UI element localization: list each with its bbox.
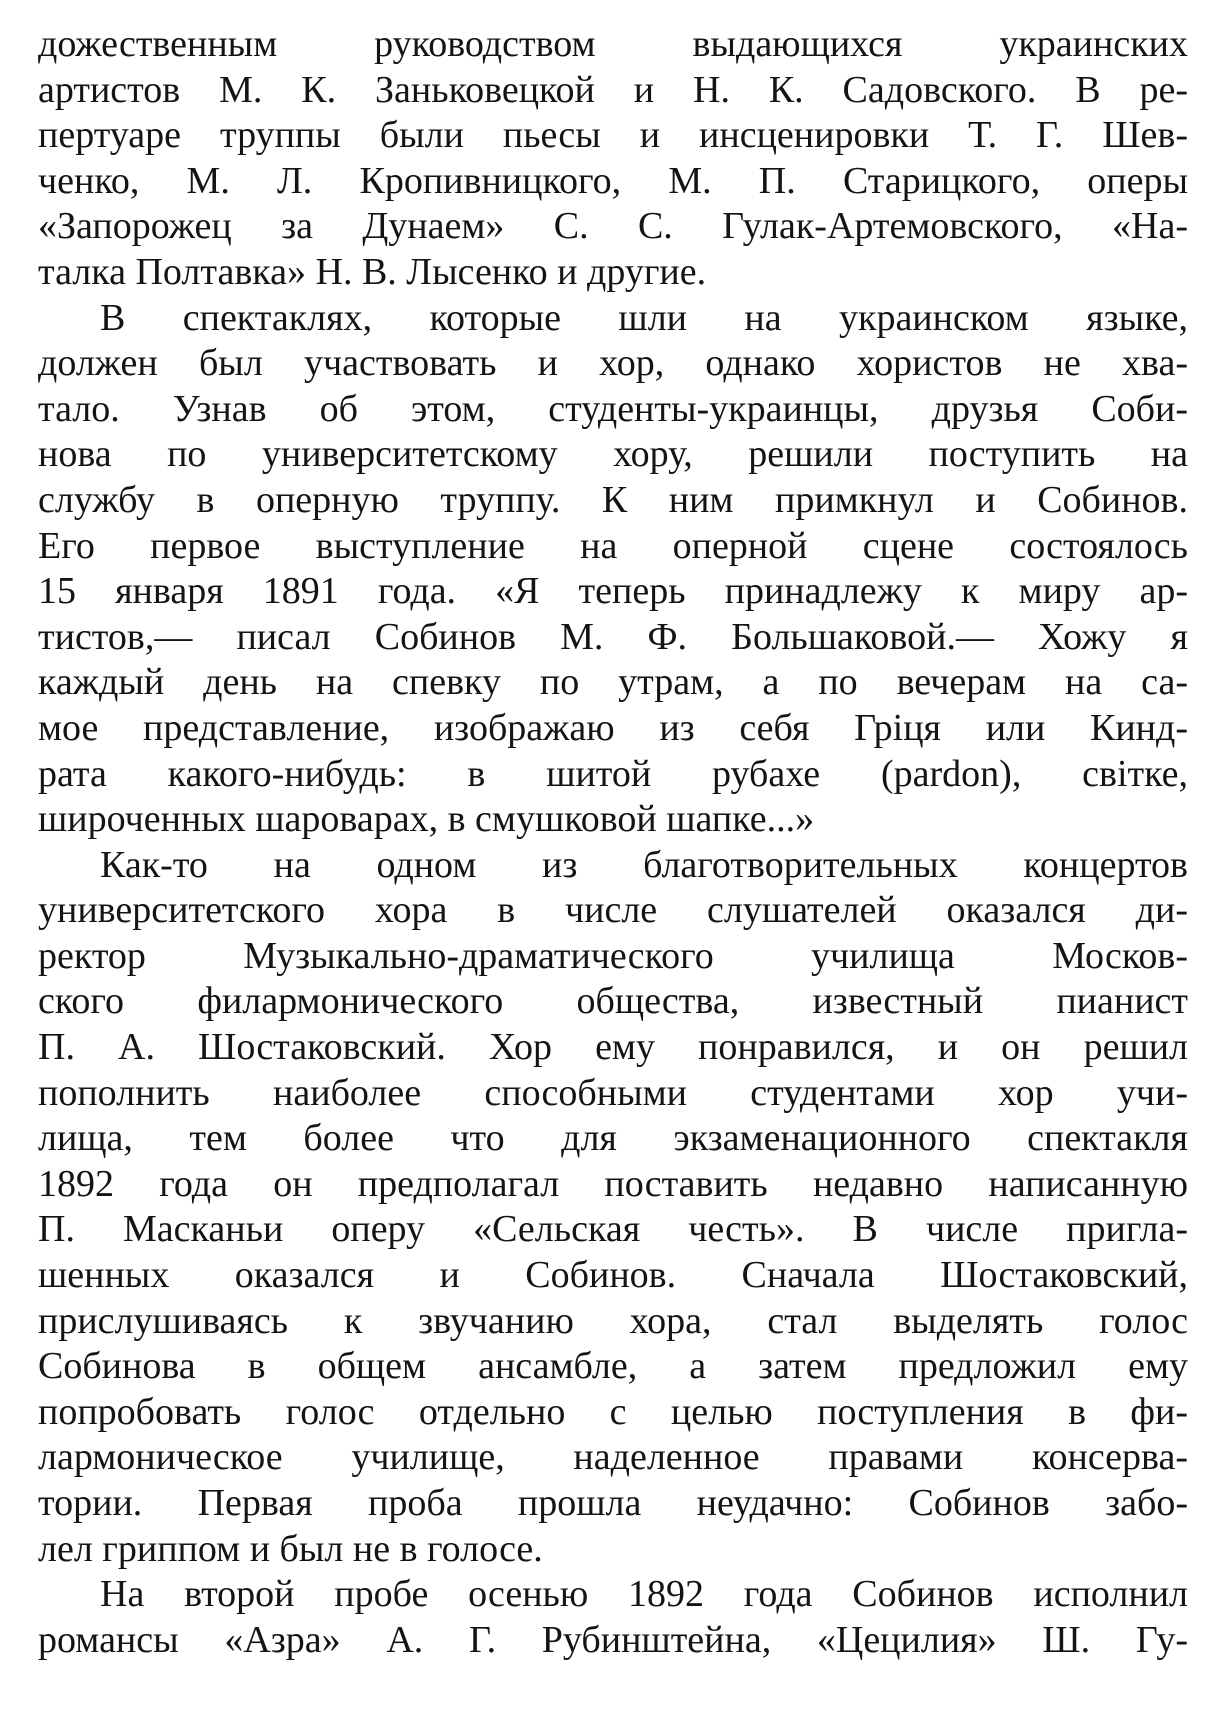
text-line: тало. Узнав об этом, студенты-украинцы, друзья Соби- (38, 387, 1188, 430)
text-line: романсы «Азра» А. Г. Рубинштейна, «Цецилия» Ш. Гу- (38, 1618, 1188, 1661)
text-line: каждый день на спевку по утрам, а по вечерам на са- (38, 661, 1188, 704)
paragraph (38, 22, 1188, 296)
text-line: В спектаклях, которые шли на украинском языке, (100, 296, 1188, 339)
paragraph (38, 1572, 1188, 1663)
paragraph (38, 296, 1188, 843)
text-line: П. А. Шостаковский. Хор ему понравился, и он решил (38, 1026, 1188, 1069)
text-line: Его первое выступление на оперной сцене состоялось (38, 524, 1188, 567)
text-line: 15 января 1891 года. «Я теперь принадлежу к миру ар- (38, 570, 1188, 613)
text-line: ченко, М. Л. Кропивницкого, М. П. Старицкого, оперы (38, 159, 1188, 202)
text-line: 1892 года он предполагал поставить недавно написанную (38, 1162, 1188, 1205)
text-line: пертуаре труппы были пьесы и инсценировки Т. Г. Шев- (38, 114, 1188, 157)
text-line: широченных шароварах, в смушковой шапке...» (38, 798, 815, 841)
text-line: должен был участвовать и хор, однако хористов не хва- (38, 342, 1188, 385)
text-line: лища, тем более что для экзаменационного спектакля (38, 1117, 1188, 1160)
text-line: «Запорожец за Дунаем» С. С. Гулак-Артемовского, «На- (38, 205, 1188, 248)
paragraph (38, 843, 1188, 1573)
text-line: Как-то на одном из благотворительных концертов (100, 843, 1188, 886)
text-line: артистов М. К. Заньковецкой и Н. К. Садовского. В ре- (38, 68, 1188, 111)
text-line: тории. Первая проба прошла неудачно: Собинов забо- (38, 1482, 1188, 1524)
text-line: дожественным руководством выдающихся украинских (38, 23, 1188, 65)
text-line: прислушиваясь к звучанию хора, стал выделять голос (38, 1299, 1188, 1342)
text-line: рата какого-нибудь: в шитой рубахе (pardon), світке, (38, 752, 1188, 795)
text-line: пополнить наиболее способными студентами хор учи- (38, 1071, 1188, 1114)
text-line: ректор Музыкально-драматического училища Москов- (38, 934, 1188, 977)
text-line: лел гриппом и был не в голосе. (38, 1527, 543, 1570)
text-line: шенных оказался и Собинов. Сначала Шостаковский, (38, 1254, 1188, 1297)
text-line: тистов,— писал Собинов М. Ф. Большаковой.— Хожу я (38, 615, 1188, 658)
text-line: лармоническое училище, наделенное правами консерва- (38, 1436, 1188, 1479)
text-line: попробовать голос отдельно с целью поступления в фи- (38, 1390, 1188, 1433)
text-line: Собинова в общем ансамбле, а затем предложил ему (38, 1345, 1188, 1388)
document-page (38, 22, 1188, 1663)
text-line: мое представление, изображаю из себя Гріця или Кинд- (38, 706, 1188, 749)
text-line: П. Масканьи оперу «Сельская честь». В числе пригла- (38, 1208, 1188, 1251)
text-line: На второй пробе осенью 1892 года Собинов исполнил (100, 1573, 1188, 1616)
text-line: университетского хора в числе слушателей оказался ди- (38, 889, 1188, 932)
text-line: ского филармонического общества, известный пианист (38, 980, 1188, 1023)
text-line: нова по университетскому хору, решили поступить на (38, 433, 1188, 476)
text-line: талка Полтавка» Н. В. Лысенко и другие. (38, 250, 707, 293)
text-line: службу в оперную труппу. К ним примкнул и Собинов. (38, 478, 1188, 521)
